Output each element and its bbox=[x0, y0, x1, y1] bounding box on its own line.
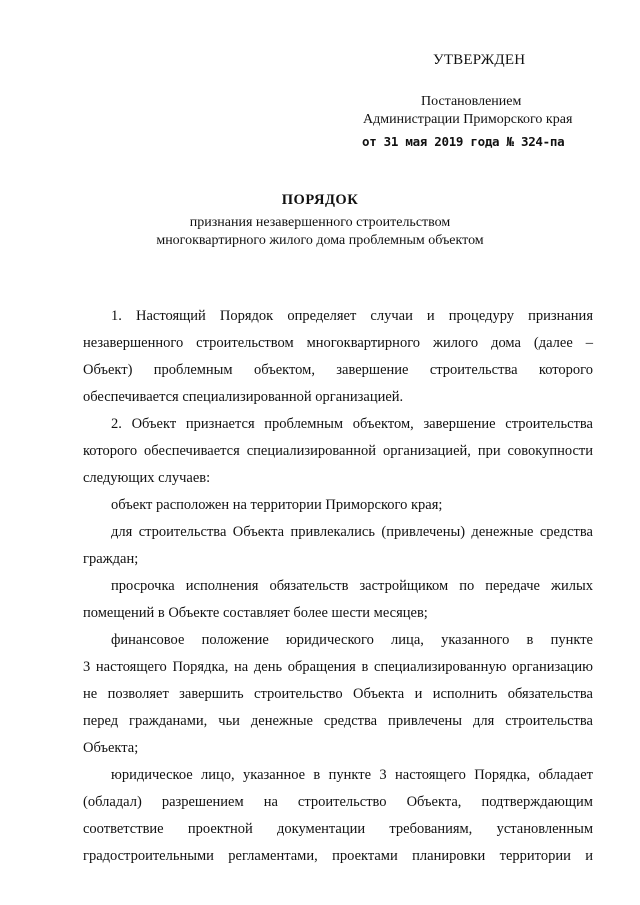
paragraph-line: незавершенного строительством многоквартирного жилого дома (далее – bbox=[83, 335, 593, 351]
decree-line-1: Постановлением bbox=[421, 94, 522, 109]
paragraph-line: 3 настоящего Порядка, на день обращения в специализированную организацию bbox=[83, 659, 593, 675]
paragraph-line: (обладал) разрешением на строительство Объекта, подтверждающим bbox=[83, 794, 593, 810]
approval-stamp: УТВЕРЖДЕН bbox=[433, 52, 526, 68]
paragraph-line: для строительства Объекта привлекались (привлечены) денежные средства bbox=[111, 524, 593, 540]
paragraph-line: юридическое лицо, указанное в пункте 3 настоящего Порядка, обладает bbox=[111, 767, 593, 783]
paragraph-line: Объекта; bbox=[83, 740, 139, 756]
document-subtitle-line-1: признания незавершенного строительством bbox=[189, 215, 451, 230]
paragraph-line: соответствие проектной документации требованиям, установленным bbox=[83, 821, 593, 837]
paragraph-line: помещений в Объекте составляет более шести месяцев; bbox=[83, 605, 428, 621]
paragraph-line: 2. Объект признается проблемным объектом, завершение строительства bbox=[111, 416, 593, 432]
paragraph-line: Объект) проблемным объектом, завершение строительства которого bbox=[83, 362, 593, 378]
paragraph-line: градостроительными регламентами, проектами планировки территории и bbox=[83, 848, 593, 864]
paragraph-line: финансовое положение юридического лица, указанного в пункте bbox=[111, 632, 593, 648]
paragraph-line: перед гражданами, чьи денежные средства привлечены для строительства bbox=[83, 713, 593, 729]
paragraph-line: просрочка исполнения обязательств застройщиком по передаче жилых bbox=[111, 578, 593, 594]
document-subtitle-line-2: многоквартирного жилого дома проблемным объектом bbox=[156, 233, 484, 248]
paragraph-line: не позволяет завершить строительство Объекта и исполнить обязательства bbox=[83, 686, 593, 702]
paragraph-line: объект расположен на территории Приморского края; bbox=[111, 497, 443, 513]
paragraph-line: следующих случаев: bbox=[83, 470, 211, 486]
paragraph-line: граждан; bbox=[83, 551, 139, 567]
decree-date-number: от 31 мая 2019 года № 324-па bbox=[362, 134, 565, 149]
document-title: ПОРЯДОК bbox=[281, 192, 359, 208]
paragraph-line: 1. Настоящий Порядок определяет случаи и процедуру признания bbox=[111, 308, 593, 324]
paragraph-line: обеспечивается специализированной организацией. bbox=[83, 389, 404, 405]
decree-line-2: Администрации Приморского края bbox=[363, 112, 573, 127]
paragraph-line: которого обеспечивается специализированной организацией, при совокупности bbox=[83, 443, 593, 459]
